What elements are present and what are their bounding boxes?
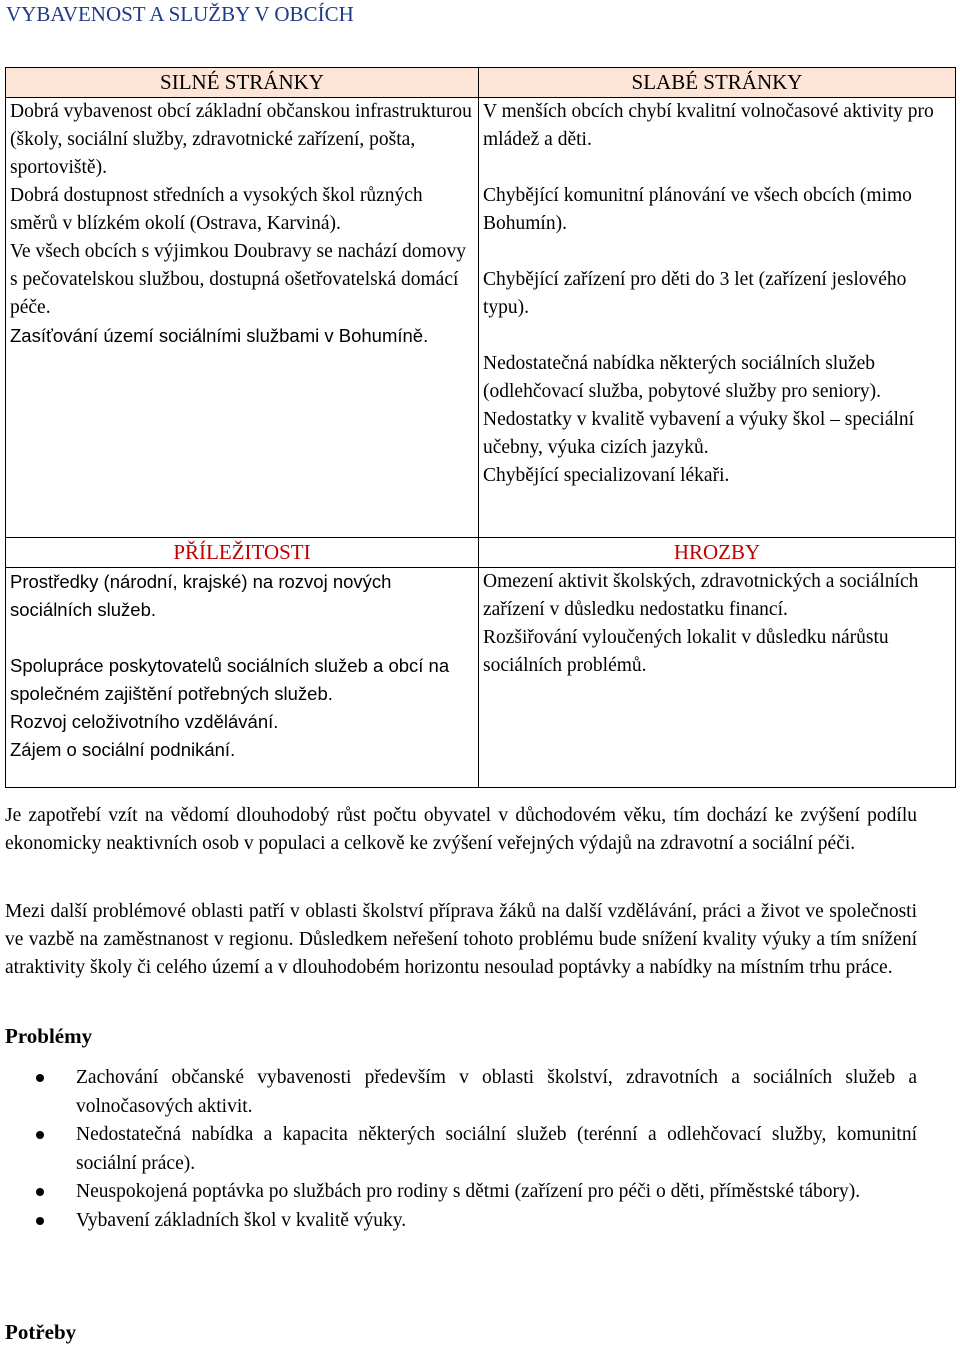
- strengths-cell: [6, 98, 479, 538]
- problem-text: Zachování občanské vybavenosti především v oblasti školství, zdravotních a sociálních služeb a volnočasových aktivit.: [76, 1067, 917, 1117]
- spacer: [483, 238, 951, 266]
- list-item: [0, 1121, 917, 1178]
- weaknesses-cell: [479, 98, 956, 538]
- strengths-header: SILNÉ STRÁNKY: [6, 68, 479, 98]
- opportunity-item: Rozvoj celoživotního vzdělávání.: [10, 711, 279, 732]
- problem-text: Nedostatečná nabídka a kapacita některých sociální služeb (terénní a odlehčovací služby, komunitní sociální práce).: [76, 1124, 917, 1174]
- weakness-item: Nedostatečná nabídka některých sociálních služeb (odlehčovací služba, pobytové služby pro seniory).: [483, 353, 882, 402]
- opportunity-item: Prostředky (národní, krajské) na rozvoj nových sociálních služeb.: [10, 571, 392, 620]
- list-item: [0, 1207, 917, 1236]
- weakness-item: V menších obcích chybí kvalitní volnočasové aktivity pro mládež a děti.: [483, 101, 934, 150]
- problem-text: Neuspokojená poptávka po službách pro rodiny s dětmi (zařízení pro péči o děti, příměstské tábory).: [76, 1181, 861, 1202]
- strength-item: Dobrá dostupnost středních a vysokých škol různých směrů v blízkém okolí (Ostrava, Karviná).: [10, 185, 423, 234]
- weakness-item: Chybějící specializovaní lékaři.: [483, 465, 730, 486]
- spacer: [10, 624, 474, 652]
- strength-item: Zasíťování území sociálními službami v Bohumíně.: [10, 325, 429, 346]
- threats-header: HROZBY: [479, 538, 956, 568]
- strength-item: Ve všech obcích s výjimkou Doubravy se nachází domovy s pečovatelskou službou, dostupná ošetřovatelská domácí péče.: [10, 241, 466, 318]
- opportunities-header: PŘÍLEŽITOSTI: [6, 538, 479, 568]
- paragraph-schools: Mezi další problémové oblasti patří v oblasti školství příprava žáků na další vzdělávání, práci a život ve společnosti ve vazbě na zaměstnanost v regionu. Důsledkem neřešení tohoto problému bude snížení kvality výuky a tím snížení atraktivity školy či celého území a v dlouhodobém horizontu nesoulad poptávky a nabídky na místním trhu práce.: [5, 901, 917, 978]
- opportunities-cell: [6, 568, 479, 788]
- problem-text: Vybavení základních škol v kvalitě výuky.: [76, 1209, 407, 1231]
- list-item: [0, 1178, 917, 1207]
- paragraph-aging: Je zapotřebí vzít na vědomí dlouhodobý růst počtu obyvatel v důchodovém věku, tím dochází ke zvýšení podílu ekonomicky neaktivních osob v populaci a celkově ke zvýšení veřejných výdajů na zdravotní a sociální péči.: [5, 805, 917, 854]
- problems-list: [0, 1064, 917, 1235]
- swot-table: [5, 67, 956, 788]
- opportunity-item: Spolupráce poskytovatelů sociálních služeb a obcí na společném zajištění potřebných služeb.: [10, 655, 450, 704]
- opportunity-item: Zájem o sociální podnikání.: [10, 739, 236, 760]
- spacer: [483, 154, 951, 182]
- strength-item: Dobrá vybavenost obcí základní občanskou infrastrukturou (školy, sociální služby, zdravotnické zařízení, pošta, sportoviště).: [10, 101, 472, 178]
- threat-item: Rozšiřování vyloučených lokalit v důsledku nárůstu sociálních problémů.: [483, 627, 889, 676]
- bullet-icon: [36, 1074, 44, 1082]
- threats-cell: [479, 568, 956, 788]
- weakness-item: Nedostatky v kvalitě vybavení a výuky škol – speciální učebny, výuka cizích jazyků.: [483, 409, 915, 458]
- spacer: [483, 322, 951, 350]
- needs-heading: Potřeby: [5, 1320, 77, 1344]
- bullet-icon: [36, 1131, 44, 1139]
- page-title: VYBAVENOST A SLUŽBY V OBCÍCH: [6, 2, 354, 26]
- bullet-icon: [36, 1217, 44, 1225]
- weakness-item: Chybějící zařízení pro děti do 3 let (zařízení jeslového typu).: [483, 269, 907, 318]
- list-item: [0, 1064, 917, 1121]
- threat-item: Omezení aktivit školských, zdravotnických a sociálních zařízení v důsledku nedostatku financí.: [483, 571, 919, 620]
- problems-heading: Problémy: [5, 1024, 93, 1048]
- weaknesses-header: SLABÉ STRÁNKY: [479, 68, 956, 98]
- bullet-icon: [36, 1188, 44, 1196]
- weakness-item: Chybějící komunitní plánování ve všech obcích (mimo Bohumín).: [483, 185, 912, 234]
